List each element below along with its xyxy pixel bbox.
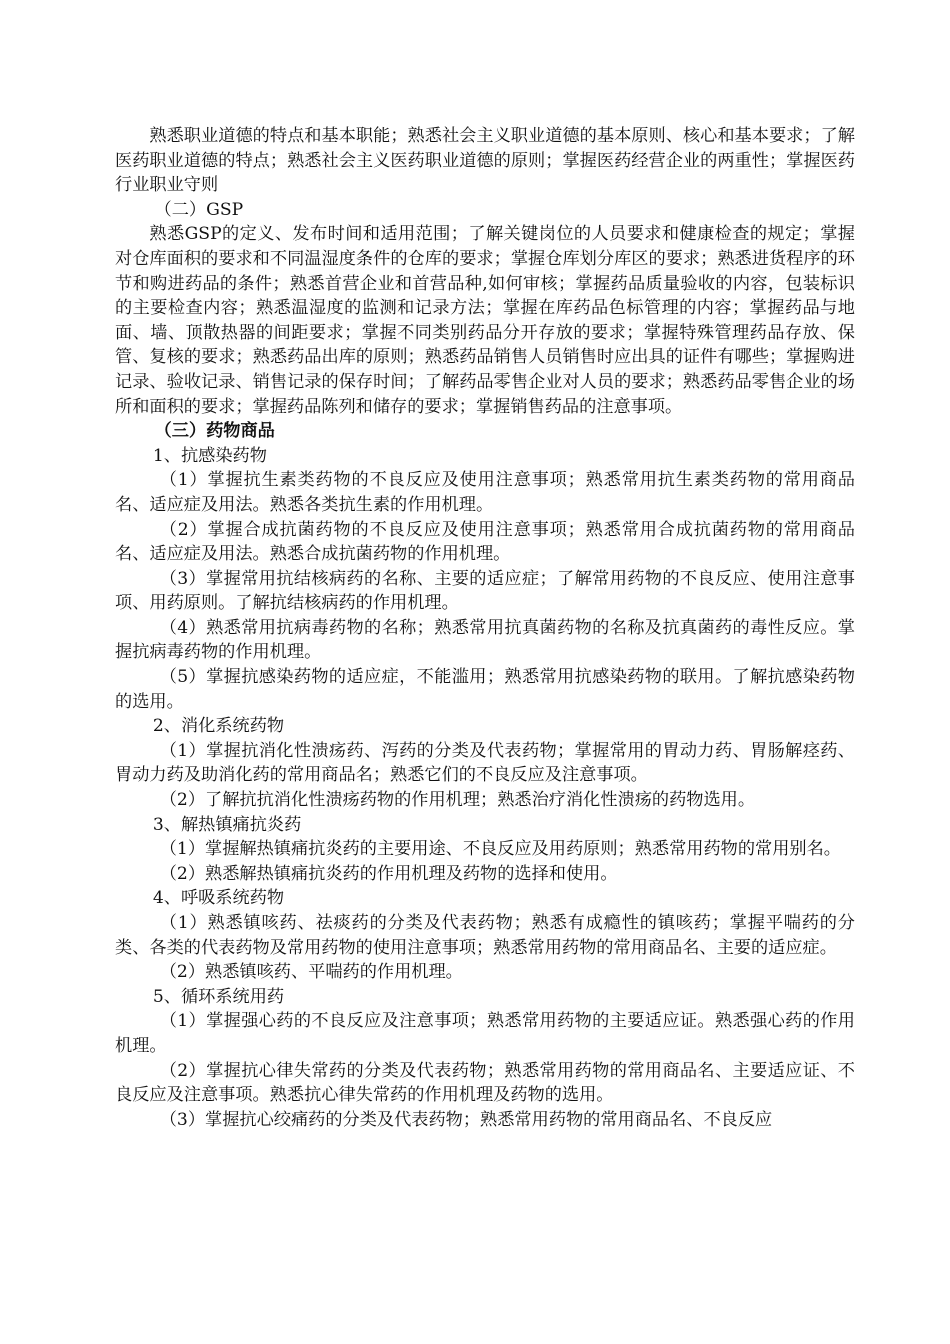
- list-item: （2）掌握合成抗菌药物的不良反应及使用注意事项；熟悉常用合成抗菌药物的常用商品名、适应症及用法。熟悉合成抗菌药物的作用机理。: [115, 519, 855, 565]
- subsection-respiratory: 4、呼吸系统药物: [152, 888, 285, 909]
- list-item: （5）掌握抗感染药物的适应症，不能滥用；熟悉常用抗感染药物的联用。了解抗感染药物的选用。: [115, 667, 855, 712]
- list-item: （1）掌握抗消化性溃疡药、泻药的分类及代表药物；掌握常用的胃动力药、胃肠解痉药、胃动力药及助消化药的常用商品名；熟悉它们的不良反应及注意事项。: [115, 740, 855, 786]
- subsection-anti-infective: 1、抗感染药物: [152, 445, 267, 466]
- list-item: （1）掌握抗生素类药物的不良反应及使用注意事项；熟悉常用抗生素类药物的常用商品名、适应症及用法。熟悉各类抗生素的作用机理。: [115, 470, 855, 515]
- list-item: （4）熟悉常用抗病毒药物的名称；熟悉常用抗真菌药物的名称及抗真菌药的毒性反应。掌握抗病毒药物的作用机理。: [115, 617, 855, 663]
- list-item: （1）熟悉镇咳药、祛痰药的分类及代表药物；熟悉有成瘾性的镇咳药；掌握平喘药的分类、各类的代表药物及常用药物的使用注意事项；熟悉常用药物的常用商品名、主要的适应症。: [115, 913, 855, 958]
- paragraph-gsp: 熟悉GSP的定义、发布时间和适用范围；了解关键岗位的人员要求和健康检查的规定；掌握对仓库面积的要求和不同温湿度条件的仓库的要求；掌握仓库划分库区的要求；熟悉进货程序的环节和购进药品的条件；熟悉首营企业和首营品种,如何审核；掌握药品质量验收的内容，包装标识的主要检查内容；熟悉温湿度的监测和记录方法；掌握在库药品色标管理的内容；掌握药品与地面、墙、顶散热器的间距要求；掌握不同类别药品分开存放的要求；掌握特殊管理药品存放、保管、复核的要求；熟悉药品出库的原则；熟悉药品销售人员销售时应出具的证件有哪些；掌握购进记录、验收记录、销售记录的保存时间；了解药品零售企业对人员的要求；熟悉药品零售企业的场所和面积的要求；掌握药品陈列和储存的要求；掌握销售药品的注意事项。: [115, 224, 855, 417]
- subsection-antipyretic: 3、解热镇痛抗炎药: [152, 814, 302, 835]
- list-item: （2）熟悉镇咳药、平喘药的作用机理。: [159, 962, 463, 983]
- list-item: （2）了解抗抗消化性溃疡药物的作用机理；熟悉治疗消化性溃疡的药物选用。: [159, 790, 756, 811]
- list-item: （3）掌握常用抗结核病药的名称、主要的适应症；了解常用药物的不良反应、使用注意事项、用药原则。了解抗结核病药的作用机理。: [115, 568, 855, 614]
- subsection-digestive: 2、消化系统药物: [152, 716, 285, 737]
- list-item: （1）掌握强心药的不良反应及注意事项；熟悉常用药物的主要适应证。熟悉强心药的作用机理。: [115, 1011, 855, 1056]
- list-item: （1）掌握解热镇痛抗炎药的主要用途、不良反应及用药原则；熟悉常用药物的常用别名。: [159, 839, 841, 860]
- list-item: （2）掌握抗心律失常药的分类及代表药物；熟悉常用药物的常用商品名、主要适应证、不良反应及注意事项。熟悉抗心律失常药的作用机理及药物的选用。: [115, 1060, 855, 1106]
- list-item: （3）掌握抗心绞痛药的分类及代表药物；熟悉常用药物的常用商品名、不良反应: [159, 1109, 773, 1130]
- document-page: [115, 124, 855, 1132]
- paragraph-ethics: 熟悉职业道德的特点和基本职能；熟悉社会主义职业道德的基本原则、核心和基本要求；了解医药职业道德的特点；熟悉社会主义医药职业道德的原则；掌握医药经营企业的两重性；掌握医药行业职业守则: [115, 126, 855, 196]
- list-item: （2）熟悉解热镇痛抗炎药的作用机理及药物的选择和使用。: [159, 863, 618, 884]
- section-heading-gsp: （二）GSP: [154, 199, 244, 220]
- section-heading-drug-products: （三）药物商品: [154, 421, 275, 442]
- subsection-circulatory: 5、循环系统用药: [152, 986, 285, 1007]
